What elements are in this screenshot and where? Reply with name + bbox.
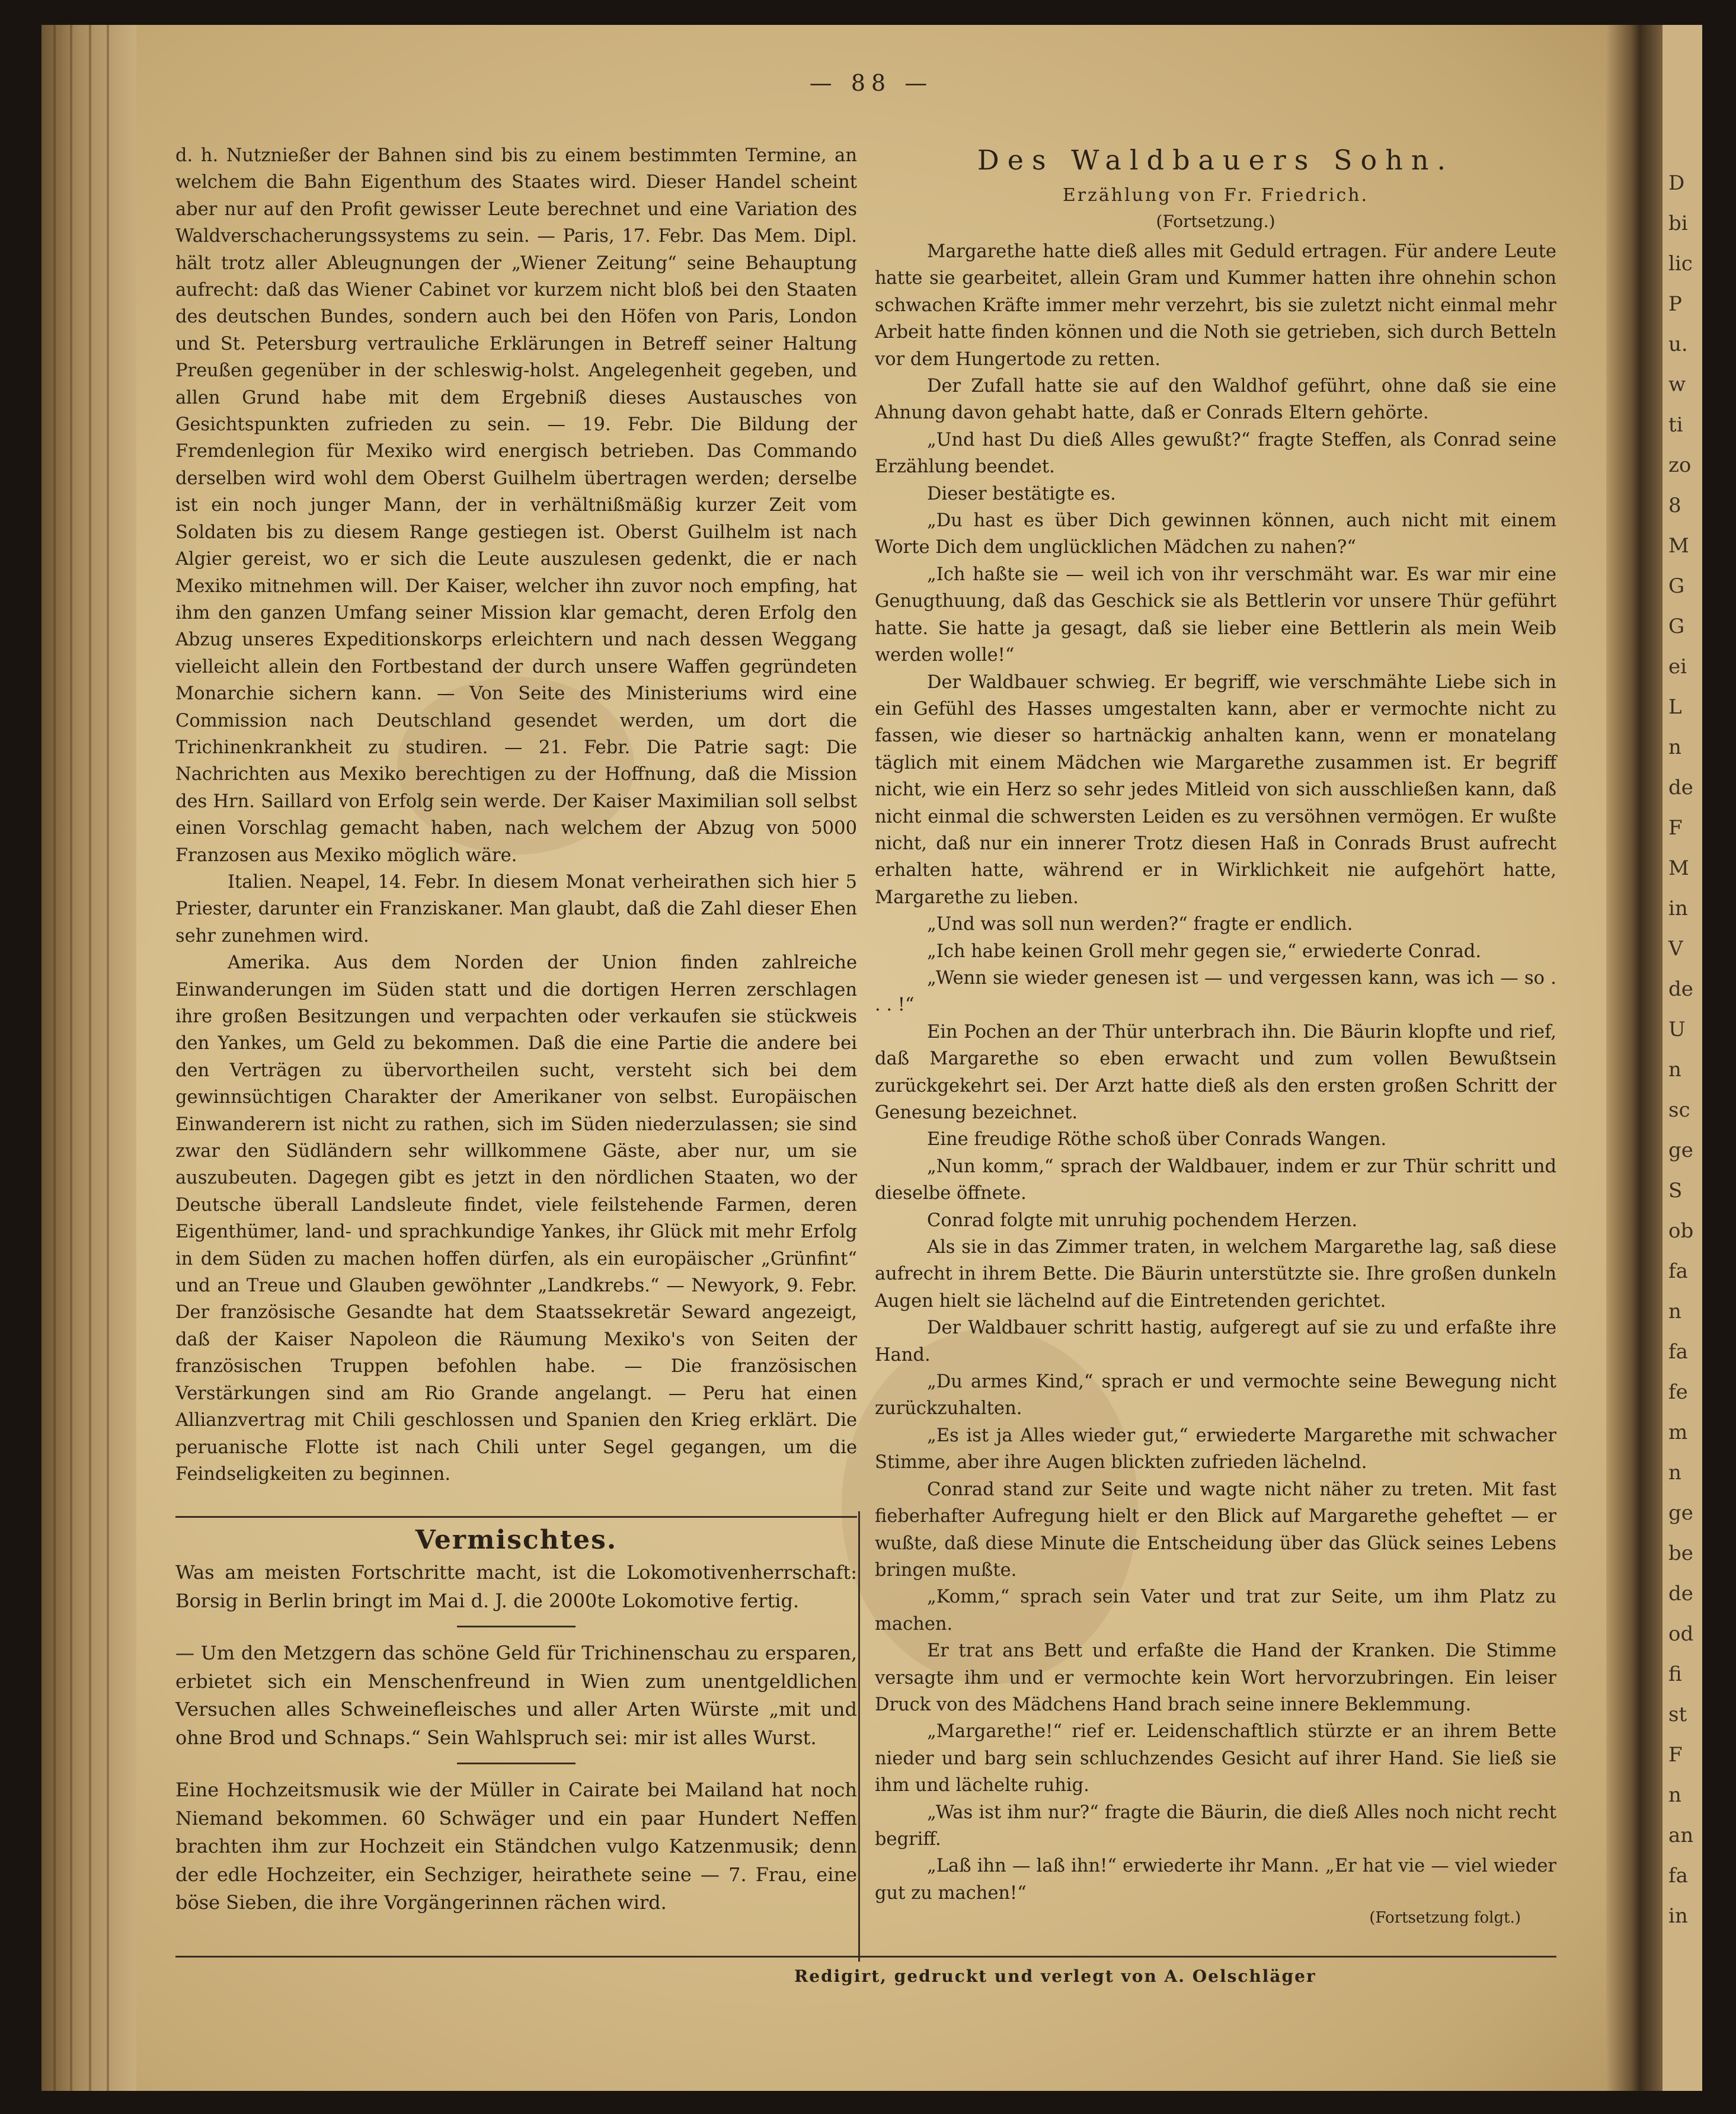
- item-divider: [457, 1626, 576, 1627]
- next-page-fragment: D: [1668, 171, 1685, 195]
- story-paragraph: „Margarethe!“ rief er. Leidenschaftlich stürzte er an ihrem Bette nieder und barg sein schluchzendes Gesicht auf ihrer Hand. Sie ließ sie ihm und lächelte ruhig.: [875, 1721, 1556, 1796]
- story-paragraph: Als sie in das Zimmer traten, in welchem Margarethe lag, saß diese aufrecht in ihrem Bette. Die Bäurin unterstützte sie. Ihre großen dunkeln Augen hielt sie lächelnd auf die Eintretenden gerichtet.: [875, 1237, 1556, 1312]
- next-page-fragment: L: [1668, 695, 1682, 719]
- story-paragraph: „Ich haßte sie — weil ich von ihr verschmäht war. Es war mir eine Genugthuung, daß das Geschick sie als Bettlerin vor unsere Thür geführt hatte. Sie hatte ja gesagt, daß sie lieber eine Bettlerin als mein Weib werden wolle!“: [875, 564, 1556, 666]
- next-page-fragment: n: [1668, 1300, 1681, 1323]
- next-page-fragment: G: [1668, 574, 1685, 598]
- news-paragraph: d. h. Nutznießer der Bahnen sind bis zu einem bestimmten Termine, an welchem die Bahn Eigenthum des Staates wird. Dieser Handel scheint aber nur auf den Profit gewisser Leute berechnet und eine Variation des Waldverschacherungssystems zu sein. — Paris, 17. Febr. Das Mem. Dipl. hält trotz aller Ableugnungen der „Wiener Zeitung“ seine Behauptung aufrecht: daß das Wiener Cabinet vor kurzem nicht bloß bei den Staaten des deutschen Bundes, sondern auch bei den Höfen von Paris, London und St. Petersburg vertrauliche Erklärungen in Betreff seiner Haltung Preußen gegenüber in der schleswig-holst. Angelegenheit gegeben, und allen Grund habe mit dem Ergebniß dieses Austausches von Gesichtspunkten zufrieden zu sein. — 19. Febr. Die Bildung der Fremdenlegion für Mexiko wird energisch betrieben. Das Commando derselben wird wohl dem Oberst Guilhelm übertragen werden; derselbe ist ein noch junger Mann, der in verhältnißmäßig kurzer Zeit vom Soldaten bis zu diesem Range gestiegen ist. Oberst Guilhelm ist nach Algier gereist, wo er sich die Leute auszulesen gedenkt, die er nach Mexiko mitnehmen will. Der Kaiser, welcher ihn zuvor noch empfing, hat ihm den ganzen Umfang seiner Mission klar gemacht, deren Erfolg den Abzug unseres Expeditionskorps erleichtern und nach dessen Weggang vielleicht allein den Fortbestand der durch unsere Waffen gegründeten Monarchie sichern kann. — Von Seite des Ministeriums wird eine Commission nach Deutschland gesendet werden, um dort die Trichinenkrankheit zu studiren. — 21. Febr. Die Patrie sagt: Die Nachrichten aus Mexiko berechtigen zu der Hoffnung, daß die Mission des Hrn. Saillard von Erfolg sein werde. Der Kaiser Maximilian soll selbst einen Vorschlag gemacht haben, nach welchem der Abzug von 5000 Franzosen aus Mexiko möglich wäre.: [175, 145, 857, 866]
- story-paragraph: „Ich habe keinen Groll mehr gegen sie,“ erwiederte Conrad.: [927, 941, 1482, 962]
- next-page-fragment: m: [1668, 1421, 1688, 1444]
- story-paragraph: „Und was soll nun werden?“ fragte er endlich.: [927, 914, 1353, 935]
- story-paragraph: „Du armes Kind,“ sprach er und vermochte seine Bewegung nicht zurückzuhalten.: [875, 1371, 1556, 1419]
- story-paragraph: Dieser bestätigte es.: [927, 483, 1116, 504]
- next-page-fragment: n: [1668, 1461, 1681, 1485]
- story-paragraph: Conrad folgte mit unruhig pochendem Herzen.: [927, 1210, 1358, 1231]
- story-paragraph: „Du hast es über Dich gewinnen können, auch nicht mit einem Worte Dich dem unglücklichen Mädchen zu nahen?“: [875, 510, 1556, 558]
- next-page-fragment: fe: [1668, 1380, 1688, 1404]
- misc-item: Was am meisten Fortschritte macht, ist die Lokomotivenherrschaft: Borsig in Berlin bringt im Mai d. J. die 2000te Lokomotive fertig.: [175, 1561, 857, 1612]
- misc-item: — Um den Metzgern das schöne Geld für Trichinenschau zu ersparen, erbietet sich ein Menschenfreund in Wien zum unentgeldlichen Versuchen alles Schweinefleisches und aller Arten Würste „mit und ohne Brod und Schnaps.“ Sein Wahlspruch sei: mir ist alles Wurst.: [175, 1642, 857, 1749]
- story-footer: (Fortsetzung folgt.): [1369, 1909, 1521, 1927]
- next-page-fragment: an: [1668, 1824, 1694, 1847]
- next-page-fragment: F: [1668, 816, 1683, 840]
- story-paragraph: Er trat ans Bett und erfaßte die Hand der Kranken. Die Stimme versagte ihm und er vermochte kein Wort hervorzubringen. Ein leiser Druck von des Mädchens Hand brach seine innere Beklemmung.: [875, 1640, 1556, 1715]
- next-page-fragment: ob: [1668, 1219, 1694, 1243]
- section-divider: [175, 1516, 857, 1518]
- next-page-fragment: M: [1668, 856, 1689, 880]
- next-page-fragment: ti: [1668, 413, 1683, 437]
- next-page-fragment: ei: [1668, 655, 1687, 679]
- story-paragraph: „Wenn sie wieder genesen ist — und vergessen kann, was ich — so . . . !“: [875, 967, 1556, 1016]
- next-page-fragment: de: [1668, 776, 1693, 799]
- next-page-fragment: ge: [1668, 1138, 1693, 1162]
- story-paragraph: Margarethe hatte dieß alles mit Geduld ertragen. Für andere Leute hatte sie gearbeitet, allein Gram und Kummer hatten ihre ohnehin schon schwachen Kräfte immer mehr verzehrt, bis sie zuletzt nicht einmal mehr Arbeit hatte finden können und die Noth sie getrieben, sich durch Betteln vor dem Hungertode zu retten.: [875, 241, 1556, 370]
- story-body: [875, 238, 1556, 1907]
- bottom-rule: [175, 1956, 1556, 1958]
- column-rule: [858, 1511, 860, 1962]
- next-page-fragment: n: [1668, 1783, 1681, 1807]
- next-page-fragment: ge: [1668, 1501, 1693, 1525]
- left-column: [175, 142, 857, 1488]
- story-paragraph: Der Zufall hatte sie auf den Waldhof geführt, ohne daß sie eine Ahnung davon gehabt hatte, daß er Conrads Eltern gehörte.: [875, 376, 1556, 424]
- next-page-fragment: n: [1668, 735, 1681, 759]
- next-page-fragment: U: [1668, 1018, 1686, 1041]
- next-page-fragment: be: [1668, 1541, 1693, 1565]
- story-title: Des Waldbauers Sohn.: [977, 144, 1454, 176]
- next-page-fragment: od: [1668, 1622, 1694, 1646]
- story-paragraph: „Laß ihn — laß ihn!“ erwiederte ihr Mann. „Er hat vie — viel wieder gut zu machen!“: [875, 1856, 1556, 1904]
- next-page-fragment: fa: [1668, 1259, 1688, 1283]
- imprint: Redigirt, gedruckt und verlegt von A. Oelschläger: [794, 1966, 1316, 1986]
- story-paragraph: „Und hast Du dieß Alles gewußt?“ fragte Steffen, als Conrad seine Erzählung beendet.: [875, 429, 1556, 478]
- next-page-fragment: bi: [1668, 212, 1688, 235]
- story-paragraph: „Nun komm,“ sprach der Waldbauer, indem er zur Thür schritt und dieselbe öffnete.: [875, 1156, 1556, 1204]
- story-author: Erzählung von Fr. Friedrich.: [1062, 185, 1369, 206]
- story-paragraph: Conrad stand zur Seite und wagte nicht näher zu treten. Mit fast fieberhafter Aufregung hielt er den Blick auf Margarethe geheftet — er wußte, daß diese Minute die Entscheidung über das Glück seines Lebens bringen mußte.: [875, 1479, 1556, 1581]
- misc-heading: Vermischtes.: [415, 1525, 618, 1555]
- next-page-fragment: 8: [1668, 494, 1681, 517]
- story-paragraph: „Es ist ja Alles wieder gut,“ erwiederte Margarethe mit schwacher Stimme, aber ihre Augen blickten zufrieden lächelnd.: [875, 1425, 1556, 1473]
- misc-section: [175, 1522, 857, 1917]
- next-page-fragment: sc: [1668, 1098, 1690, 1122]
- misc-item: Eine Hochzeitsmusik wie der Müller in Cairate bei Mailand hat noch Niemand bekommen. 60 Schwäger und ein paar Hundert Neffen brachten ihm zur Hochzeit ein Ständchen vulgo Katzenmusik; denn der edle Hochzeiter, ein Sechziger, heirathete seine — 7. Frau, eine böse Sieben, die ihre Vorgängerinnen rächen wird.: [175, 1779, 857, 1914]
- next-page-edge: [1663, 25, 1702, 2091]
- story-header: [875, 142, 1556, 235]
- story-paragraph: Der Waldbauer schwieg. Er begriff, wie verschmähte Liebe sich in ein Gefühl des Hasses umgestalten kann, aber er vermochte nicht zu fassen, wie dieser so hartnäckig anhalten kann, wenn er monatelang täglich mit einem Mädchen wie Margarethe zusammen ist. Er begriff nicht, wie ein Herz so sehr jedes Mitleid von sich ausschließen kann, daß nicht einmal die schwersten Leiden es zu versöhnen vermögen. Er wußte nicht, daß nur ein innerer Trotz diesen Haß in Conrads Brust aufrecht erhalten hatte, während er in Wirklichkeit nie aufgehört hatte, Margarethe zu lieben.: [875, 671, 1556, 908]
- next-page-fragment: fi: [1668, 1662, 1682, 1686]
- next-page-fragment: de: [1668, 977, 1693, 1001]
- next-page-fragment: w: [1668, 373, 1686, 396]
- next-page-fragment: in: [1668, 897, 1688, 920]
- next-page-fragment: V: [1668, 937, 1683, 961]
- next-page-fragment: F: [1668, 1743, 1683, 1767]
- item-divider: [457, 1763, 576, 1764]
- next-page-fragment: G: [1668, 615, 1685, 638]
- next-page-fragment: de: [1668, 1582, 1693, 1606]
- story-continuation-note: (Fortsetzung.): [1156, 212, 1275, 231]
- next-page-fragment: u.: [1668, 332, 1688, 356]
- next-page-fragment: fa: [1668, 1864, 1688, 1888]
- story-paragraph: „Komm,“ sprach sein Vater und trat zur Seite, um ihm Platz zu machen.: [875, 1587, 1556, 1635]
- news-paragraph: Amerika. Aus dem Norden der Union finden zahlreiche Einwanderungen im Süden statt und die dortigen Herren zerschlagen ihre großen Besitzungen und verpachten oder verkaufen sie stückweis den Yankes, um Geld zu bekommen. Daß die eine Partie die andere bei den Verträgen zu übervortheilen sucht, versteht sich bei dem gewinnsüchtigen Charakter der Amerikaner von selbst. Europäischen Einwanderern ist nicht zu rathen, sich im Süden niederzulassen; sie sind zwar den Südländern sehr willkommene Gäste, aber nur, um sie auszubeuten. Dagegen gibt es jetzt in den nördlichen Staaten, wo der Deutsche überall Landsleute findet, viele feilstehende Farmen, deren Eigenthümer, land- und sprachkundige Yankes, ihr Glück mit mehr Erfolg in dem Süden zu machen hoffen dürfen, als ein europäischer „Grünfint“ und an Treue und Glauben gewöhnter „Landkrebs.“ — Newyork, 9. Febr. Der französische Gesandte hat dem Staatssekretär Seward angezeigt, daß der Kaiser Napoleon die Räumung Mexiko's von Seiten der französischen Truppen befohlen habe. — Die französischen Verstärkungen sind am Rio Grande angelangt. — Peru hat einen Allianzvertrag mit Chili geschlossen und Spanien den Krieg erklärt. Die peruanische Flotte ist nach Chili unter Segel gegangen, um die Feindseligkeiten zu beginnen.: [175, 952, 857, 1485]
- misc-items: [175, 1559, 857, 1917]
- story-paragraph: Ein Pochen an der Thür unterbrach ihn. Die Bäurin klopfte und rief, daß Margarethe so eben erwacht und zum vollen Bewußtsein zurückgekehrt sei. Der Arzt hatte dieß als den ersten großen Schritt der Genesung bezeichnet.: [875, 1021, 1556, 1123]
- page-number: — 88 —: [809, 70, 933, 96]
- binding-gutter: [1606, 25, 1663, 2091]
- next-page-fragment: P: [1668, 292, 1682, 316]
- next-page-fragment: zo: [1668, 453, 1692, 477]
- next-page-fragment: fa: [1668, 1340, 1688, 1364]
- page-stack-edge: [41, 25, 136, 2091]
- next-page-fragment: S: [1668, 1179, 1683, 1202]
- story-paragraph: Eine freudige Röthe schoß über Conrads Wangen.: [927, 1129, 1387, 1150]
- story-paragraph: „Was ist ihm nur?“ fragte die Bäurin, die dieß Alles noch nicht recht begriff.: [875, 1802, 1556, 1850]
- next-page-fragment: M: [1668, 534, 1689, 558]
- next-page-fragment: in: [1668, 1904, 1688, 1928]
- next-page-fragment: n: [1668, 1058, 1681, 1082]
- story-column: [875, 142, 1556, 1927]
- next-page-fragment: st: [1668, 1703, 1687, 1726]
- news-paragraph: Italien. Neapel, 14. Febr. In diesem Monat verheirathen sich hier 5 Priester, darunter ein Franziskaner. Man glaubt, daß die Zahl dieser Ehen sehr zunehmen wird.: [175, 871, 857, 946]
- next-page-fragment: lic: [1668, 252, 1693, 276]
- story-paragraph: Der Waldbauer schritt hastig, aufgeregt auf sie zu und erfaßte ihre Hand.: [875, 1317, 1556, 1365]
